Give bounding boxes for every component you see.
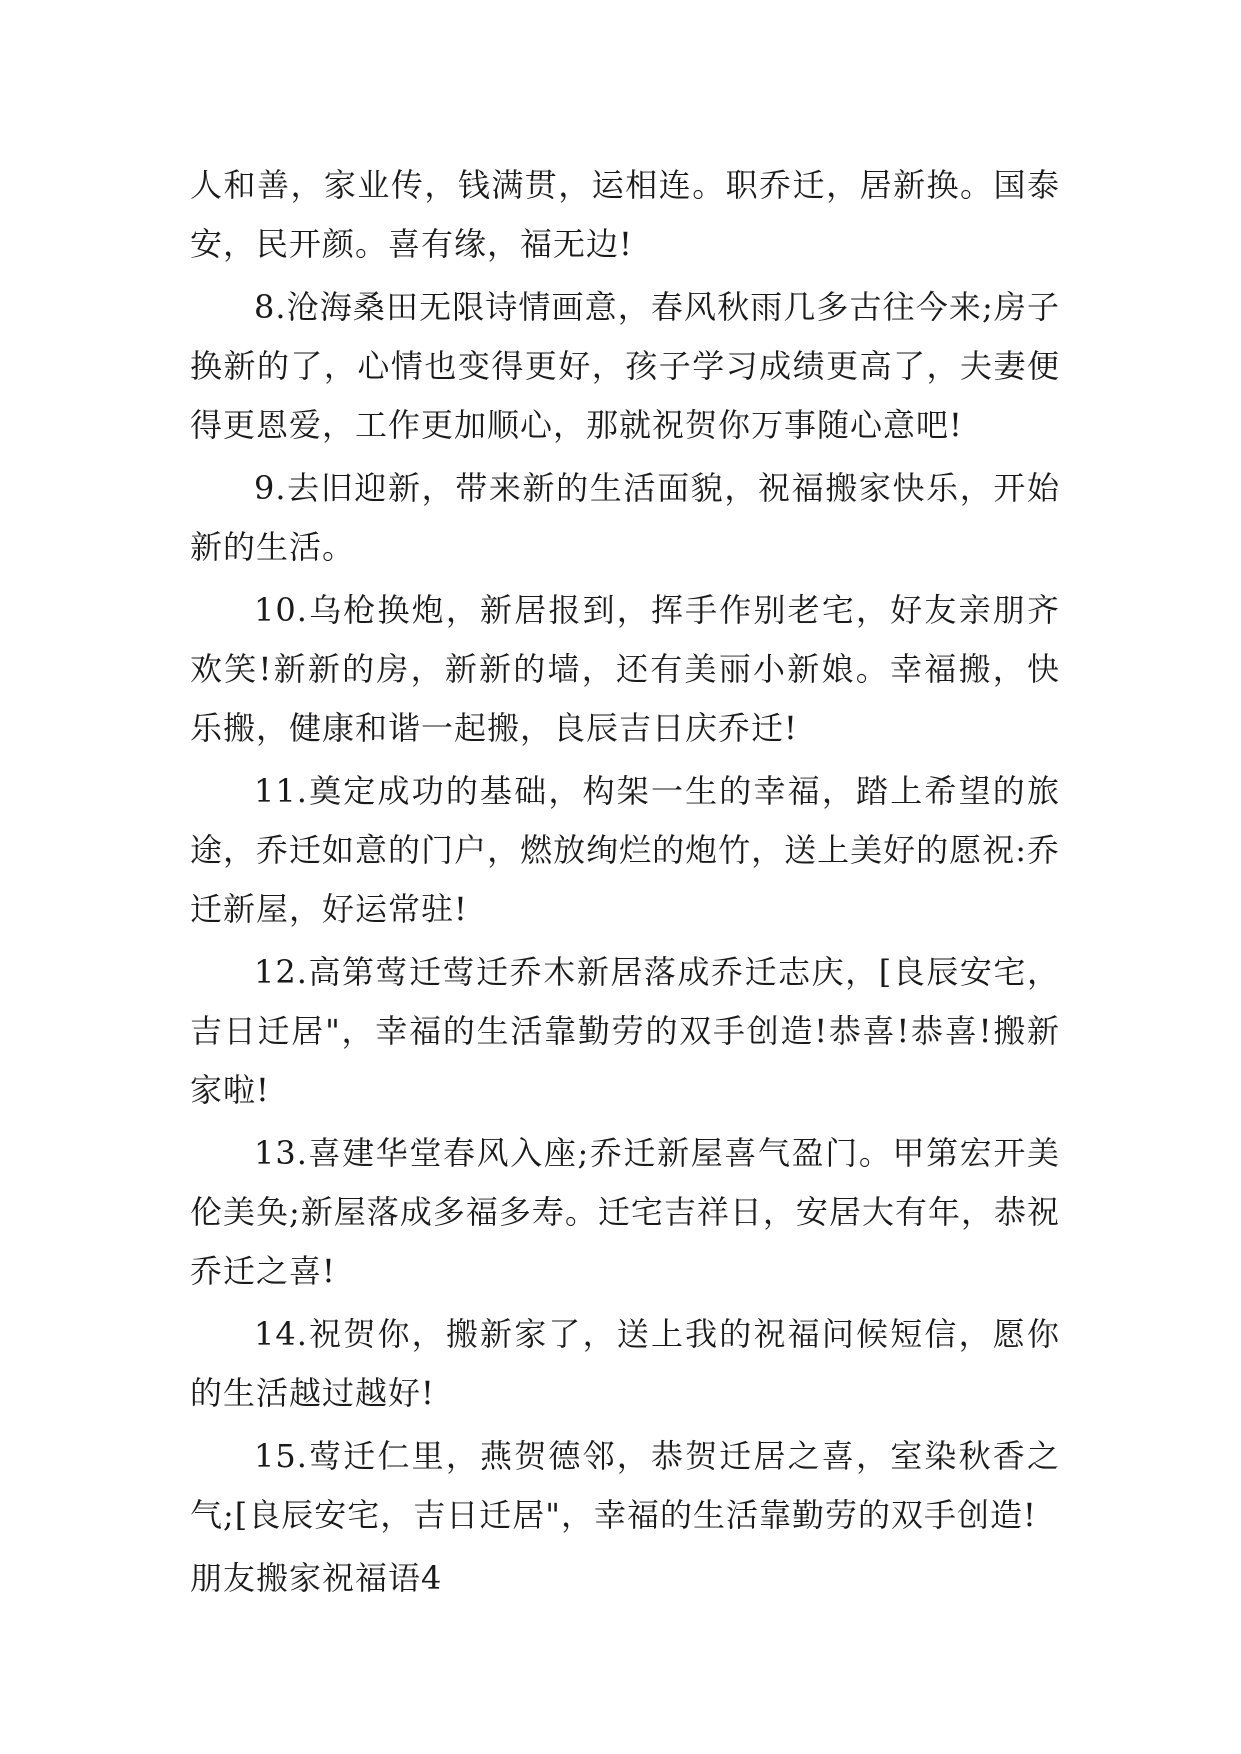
list-item-9: 9.去旧迎新，带来新的生活面貌，祝福搬家快乐，开始新的生活。 [190, 469, 1060, 566]
document-page [190, 156, 1060, 1608]
list-item-14: 14.祝贺你，搬新家了，送上我的祝福问候短信，愿你的生活越过越好! [190, 1315, 1060, 1412]
list-item-10: 10.乌枪换炮，新居报到，挥手作别老宅，好友亲朋齐欢笑!新新的房，新新的墙，还有美丽小新娘。幸福搬，快乐搬，健康和谐一起搬，良辰吉日庆乔迁! [190, 591, 1060, 747]
list-item-13: 13.喜建华堂春风入座;乔迁新屋喜气盈门。甲第宏开美伦美奂;新屋落成多福多寿。迁宅吉祥日，安居大有年，恭祝乔迁之喜! [190, 1134, 1060, 1290]
list-item-15: 15.莺迁仁里，燕贺德邻，恭贺迁居之喜，室染秋香之气;[良辰安宅，吉日迁居"，幸福的生活靠勤劳的双手创造! [190, 1437, 1060, 1534]
list-item-11: 11.奠定成功的基础，构架一生的幸福，踏上希望的旅途，乔迁如意的门户，燃放绚烂的炮竹，送上美好的愿祝:乔迁新屋，好运常驻! [190, 772, 1060, 928]
continued-paragraph: 人和善，家业传，钱满贯，运相连。职乔迁，居新换。国泰安，民开颜。喜有缘，福无边! [190, 166, 1060, 263]
list-item-8: 8.沧海桑田无限诗情画意，春风秋雨几多古往今来;房子换新的了，心情也变得更好，孩子学习成绩更高了，夫妻便得更恩爱，工作更加顺心，那就祝贺你万事随心意吧! [190, 288, 1060, 444]
section-heading: 朋友搬家祝福语4 [190, 1559, 443, 1597]
list-item-12: 12.高第莺迁莺迁乔木新居落成乔迁志庆，[良辰安宅，吉日迁居"，幸福的生活靠勤劳的双手创造!恭喜!恭喜!搬新家啦! [190, 953, 1060, 1109]
